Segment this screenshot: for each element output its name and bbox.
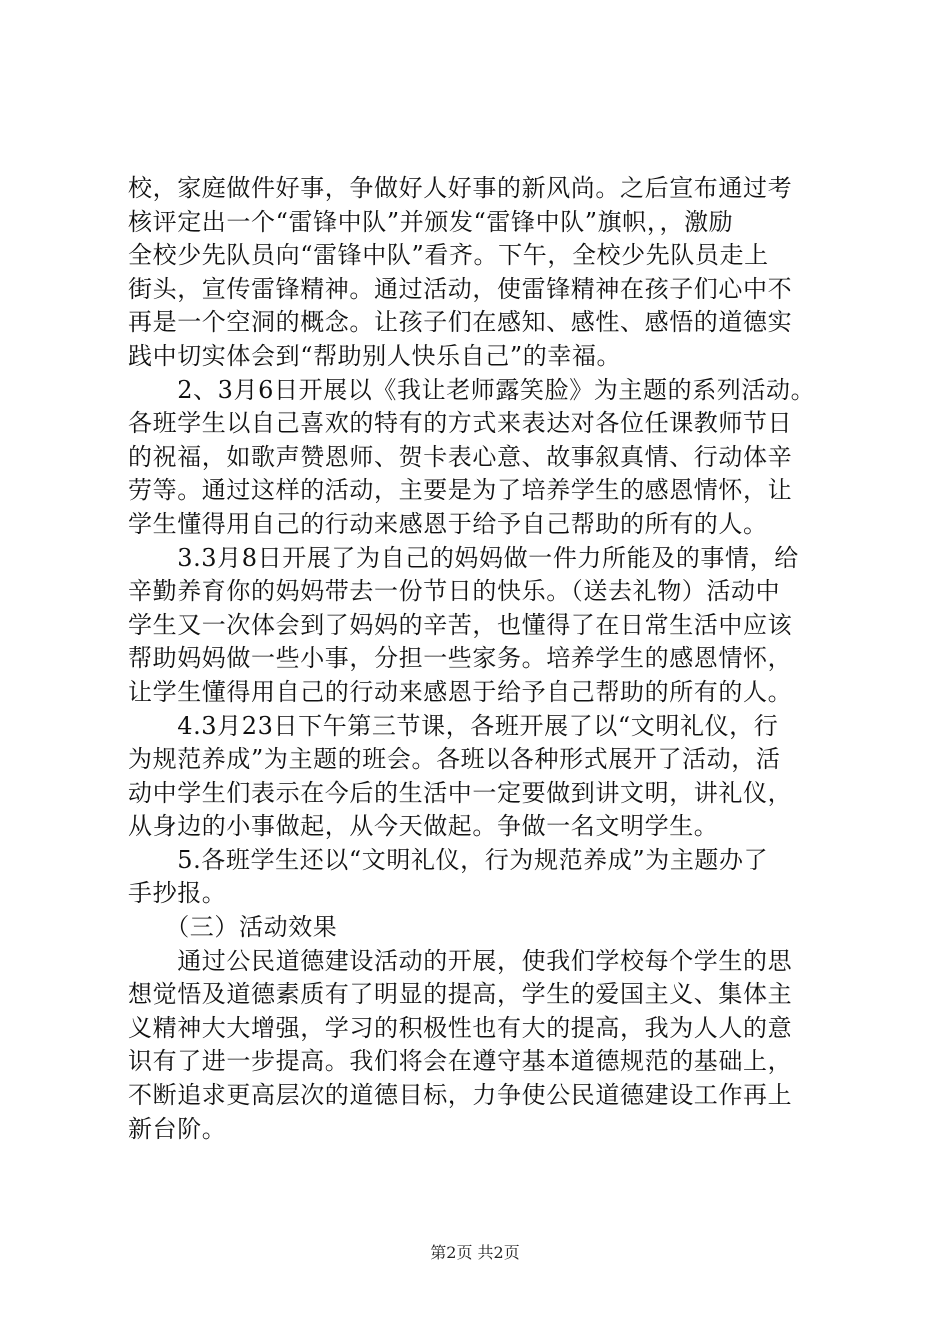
- text-line: 核评定出一个“雷锋中队”并颁发“雷锋中队”旗帜，，激励: [128, 207, 734, 236]
- text-line: 学生又一次体会到了妈妈的辛苦，也懂得了在日常生活中应该: [128, 610, 793, 639]
- text-line: 不断追求更高层次的道德目标，力争使公民道德建设工作再上: [128, 1081, 793, 1110]
- text-line: 手抄报。: [128, 879, 227, 908]
- section-heading: （三）活动效果: [128, 913, 338, 942]
- text-line: 为规范养成”为主题的班会。各班以各种形式展开了活动，活: [128, 745, 781, 774]
- text-line: 通过公民道德建设活动的开展，使我们学校每个学生的思: [128, 946, 793, 975]
- text-line: 想觉悟及道德素质有了明显的提高，学生的爱国主义、集体主: [128, 980, 793, 1009]
- text-line: 校，家庭做件好事，争做好人好事的新风尚。之后宣布通过考: [128, 174, 793, 202]
- text-line: 劳等。通过这样的活动，主要是为了培养学生的感恩情怀，让: [128, 476, 793, 505]
- body-text: [128, 172, 828, 1146]
- text-line: 4.3月23日下午第三节课，各班开展了以“文明礼仪，行: [128, 711, 779, 740]
- text-line: 帮助妈妈做一些小事，分担一些家务。培养学生的感恩情怀，: [128, 644, 793, 673]
- text-line: 让学生懂得用自己的行动来感恩于给予自己帮助的所有的人。: [128, 677, 793, 706]
- text-line: 辛勤养育你的妈妈带去一份节日的快乐。（送去礼物）活动中: [128, 577, 781, 606]
- text-line: 5.各班学生还以“文明礼仪，行为规范养成”为主题办了: [128, 845, 769, 874]
- text-line: 学生懂得用自己的行动来感恩于给予自己帮助的所有的人。: [128, 509, 768, 538]
- text-line: 从身边的小事做起，从今天做起。争做一名文明学生。: [128, 812, 719, 841]
- text-line: 义精神大大增强，学习的积极性也有大的提高，我为人人的意: [128, 1013, 793, 1042]
- text-line: 的祝福，如歌声赞恩师、贺卡表心意、故事叙真情、行动体辛: [128, 442, 793, 471]
- text-line: 再是一个空洞的概念。让孩子们在感知、感性、感悟的道德实: [128, 308, 793, 337]
- text-line: 各班学生以自己喜欢的特有的方式来表达对各位任课教师节日: [128, 409, 793, 438]
- text-line: 识有了进一步提高。我们将会在遵守基本道德规范的基础上，: [128, 1047, 793, 1076]
- page-number-footer: 第2页 共2页: [430, 1243, 520, 1262]
- text-line: 践中切实体会到“帮助别人快乐自己”的幸福。: [128, 341, 622, 370]
- text-line: 全校少先队员向“雷锋中队”看齐。下午，全校少先队员走上: [128, 241, 769, 270]
- text-line: 街头，宣传雷锋精神。通过活动，使雷锋精神在孩子们心中不: [128, 274, 793, 303]
- text-line: 动中学生们表示在今后的生活中一定要做到讲文明，讲礼仪，: [128, 778, 793, 807]
- text-line: 新台阶。: [128, 1114, 227, 1143]
- text-line: 2、3月6日开展以《我让老师露笑脸》为主题的系列活动。: [128, 375, 816, 404]
- text-line: 3.3月8日开展了为自己的妈妈做一件力所能及的事情，给: [128, 543, 799, 572]
